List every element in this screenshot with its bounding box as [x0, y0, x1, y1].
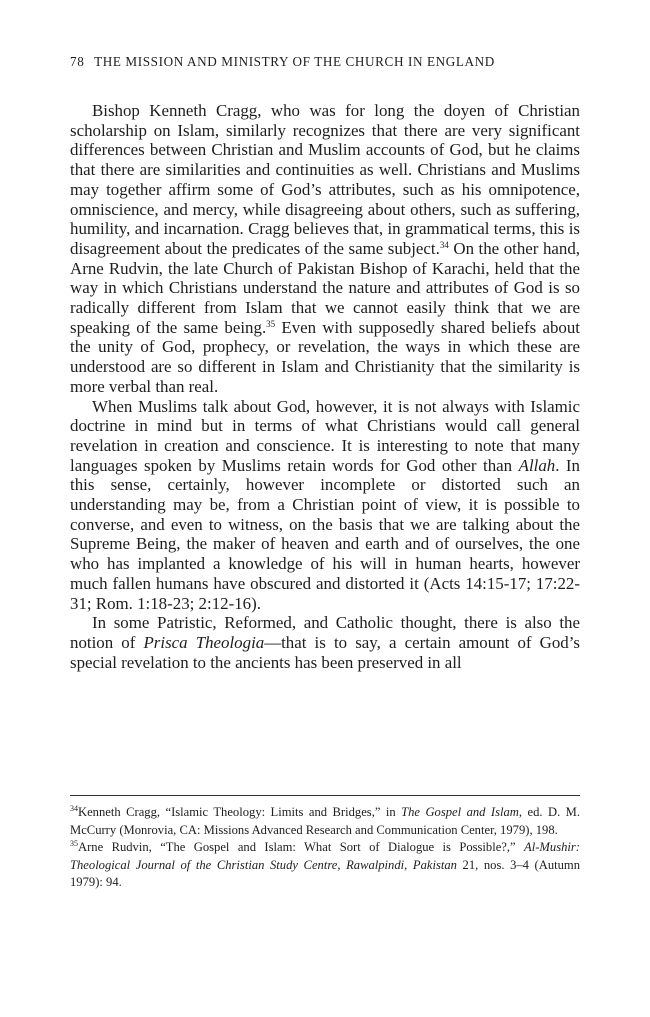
running-head	[70, 54, 495, 70]
paragraph-3	[70, 613, 580, 672]
footnote-ref-34: 34	[439, 239, 449, 250]
footnote-text: Arne Rudvin, “The Gospel and Islam: What Sort of Dialogue is Possible?,”	[78, 840, 525, 855]
footnote-text: , ed. D. M. McCurry (Monrovia, CA: Missions Advanced Research and Communication Center, 1979), 198.	[70, 805, 581, 837]
paragraph-2-text-a: When Muslims talk about God, however, it is not always with Islamic doctrine in mind but in terms of what Christians would call general revelation in creation and conscience. It is interesting to note that many languages spoken by Muslims retain words for God other than	[70, 396, 580, 475]
footnotes	[70, 804, 580, 892]
footnote-divider	[70, 795, 580, 796]
body-text	[70, 101, 580, 672]
footnote-ref-35: 35	[266, 318, 276, 329]
paragraph-3-italic: Prisca Theologia	[143, 632, 265, 652]
footnote-35	[70, 839, 580, 892]
footnote-text: Kenneth Cragg, “Islamic Theology: Limits and Bridges,” in	[78, 805, 402, 819]
page-number: 78	[70, 54, 85, 69]
paragraph-1-text-c: Even with supposedly shared beliefs about the unity of God, prophecy, or revelation, the ways in which these are understood are so different in Islam and Christianity that the similarity is more verbal than real.	[70, 317, 580, 396]
paragraph-3-text-a: In some Patristic, Reformed, and Catholic thought, there is also the notion of	[70, 613, 580, 652]
paragraph-3-text-b: —that is to say, a certain amount of God’s special revelation to the ancients has been preserved in all	[70, 632, 580, 672]
footnote-number: 35	[70, 839, 78, 849]
running-title: THE MISSION AND MINISTRY OF THE CHURCH IN ENGLAND	[94, 54, 495, 69]
footnote-text: 21, nos. 3–4 (Autumn 1979): 94.	[70, 857, 581, 890]
footnote-34	[70, 804, 580, 839]
paragraph-1-text-a: Bishop Kenneth Cragg, who was for long the doyen of Christian scholarship on Islam, similarly recognizes that there are very significant differences between Christian and Muslim accounts of God, but he claims that there are similarities and continuities as well. Christians and Muslims may together affirm some of God’s attributes, such as his omnipotence, omniscience, and mercy, while disagreeing about others, such as suffering, humility, and incarnation. Cragg believes that, in grammatical terms, this is disagreement about the predicates of the same subject.	[70, 101, 580, 258]
paragraph-1	[70, 101, 580, 397]
paragraph-2-text-b: . In this sense, certainly, however incomplete or distorted such an understanding may be, from a Christian point of view, it is possible to converse, and even to witness, on the basis that we are talking about the Supreme Being, the maker of heaven and earth and of ourselves, the one who has implanted a knowledge of his will in human hearts, however much fallen humans have obscured and distorted it (Acts 14:15-17; 17:22-31; Rom. 1:18-23; 2:12-16).	[70, 455, 581, 613]
paragraph-1-text-b: On the other hand, Arne Rudvin, the late Church of Pakistan Bishop of Karachi, held that the way in which Christians understand the nature and attributes of God is so radically different from Islam that we cannot easily think that we are speaking of the same being.	[70, 238, 580, 337]
paragraph-2	[70, 397, 580, 614]
paragraph-2-italic: Allah	[518, 455, 556, 475]
footnote-number: 34	[70, 804, 78, 813]
footnote-italic: The Gospel and Islam	[401, 805, 519, 819]
footnote-italic: Al-Mushir: Theological Journal of the Christian Study Centre, Rawalpindi, Pakistan	[70, 840, 580, 872]
